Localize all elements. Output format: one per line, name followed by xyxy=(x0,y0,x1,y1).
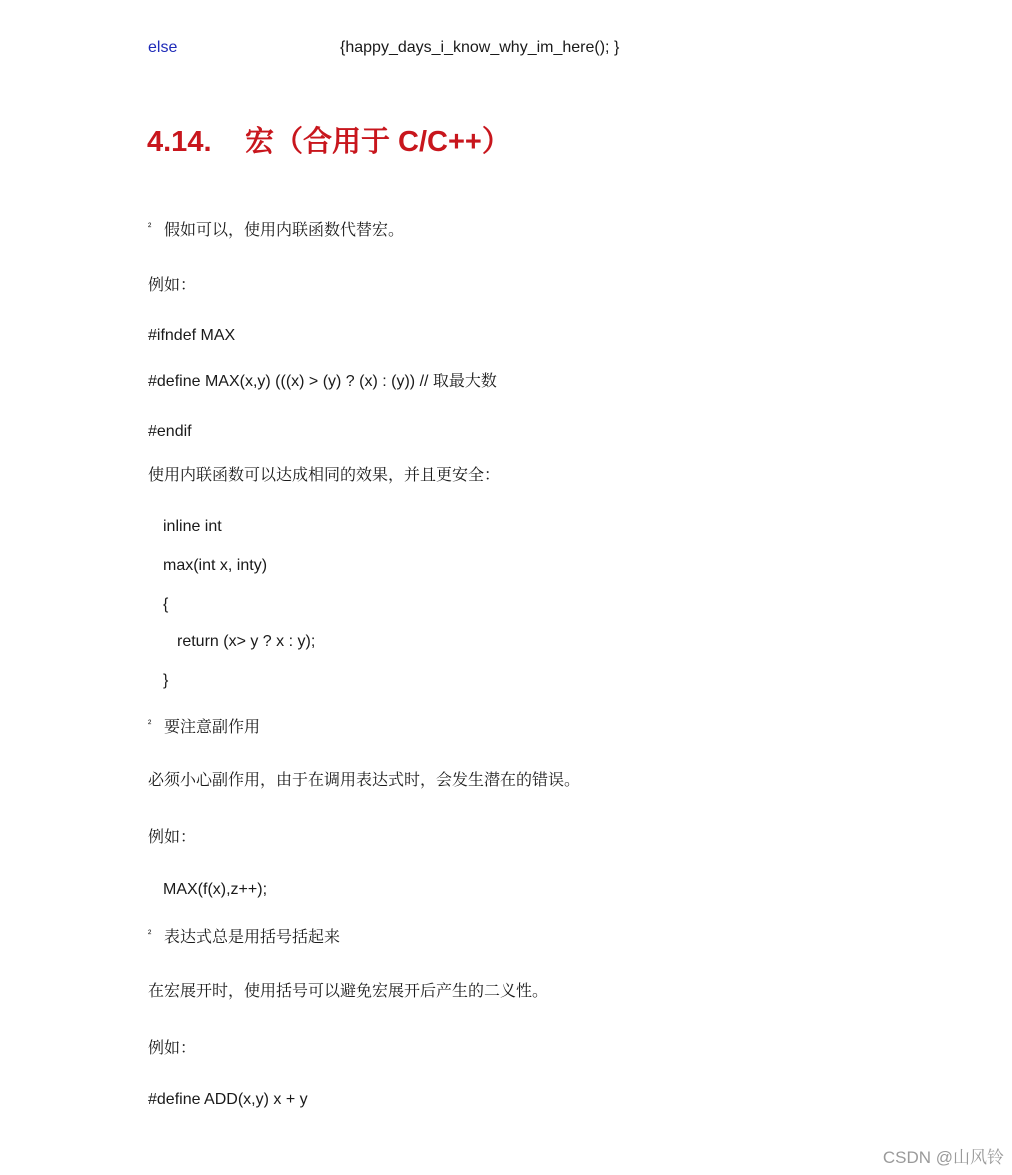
bullet-item-parentheses xyxy=(148,925,340,948)
code-max-signature: max(int x, inty) xyxy=(163,557,268,574)
code-return: return (x> y ? x : y); xyxy=(177,633,316,650)
code-open-brace: { xyxy=(163,596,169,613)
bullet-marker: ² xyxy=(148,222,152,233)
paragraph-inline-desc: 使用内联函数可以达成相同的效果，并且更安全： xyxy=(148,467,501,484)
else-keyword: else xyxy=(148,39,178,56)
bullet-text: 要注意副作用 xyxy=(164,719,261,736)
example-label: 例如： xyxy=(148,829,197,846)
bullet-item-inline xyxy=(148,218,404,241)
code-ifndef: #ifndef MAX xyxy=(148,327,236,344)
code-else-line xyxy=(148,38,620,58)
code-inline-int: inline int xyxy=(163,518,222,535)
bullet-item-side-effect xyxy=(148,715,260,738)
section-number: 4.14. xyxy=(147,126,212,158)
code-define-max: #define MAX(x,y) (((x) > (y) ? (x) : (y)) // 取最大数 xyxy=(148,373,497,390)
code-max-call: MAX(f(x),z++); xyxy=(163,881,268,898)
section-heading xyxy=(147,122,511,162)
example-label: 例如： xyxy=(148,277,197,294)
paragraph-side-effect-desc: 必须小心副作用，由于在调用表达式时，会发生潜在的错误。 xyxy=(148,772,581,789)
csdn-watermark: CSDN @山风铃 xyxy=(882,1148,1004,1167)
paragraph-parentheses-desc: 在宏展开时，使用括号可以避免宏展开后产生的二义性。 xyxy=(148,983,549,1000)
bullet-marker: ² xyxy=(148,719,152,730)
code-define-add: #define ADD(x,y) x + y xyxy=(148,1091,308,1108)
else-body-code: {happy_days_i_know_why_im_here(); } xyxy=(340,39,620,56)
example-label: 例如： xyxy=(148,1040,197,1057)
code-endif: #endif xyxy=(148,423,192,440)
section-title: 宏（合用于 C/C++） xyxy=(245,126,511,158)
code-close-brace: } xyxy=(163,672,169,689)
bullet-text: 表达式总是用括号括起来 xyxy=(164,929,341,946)
bullet-text: 假如可以，使用内联函数代替宏。 xyxy=(164,222,405,239)
bullet-marker: ² xyxy=(148,929,152,940)
